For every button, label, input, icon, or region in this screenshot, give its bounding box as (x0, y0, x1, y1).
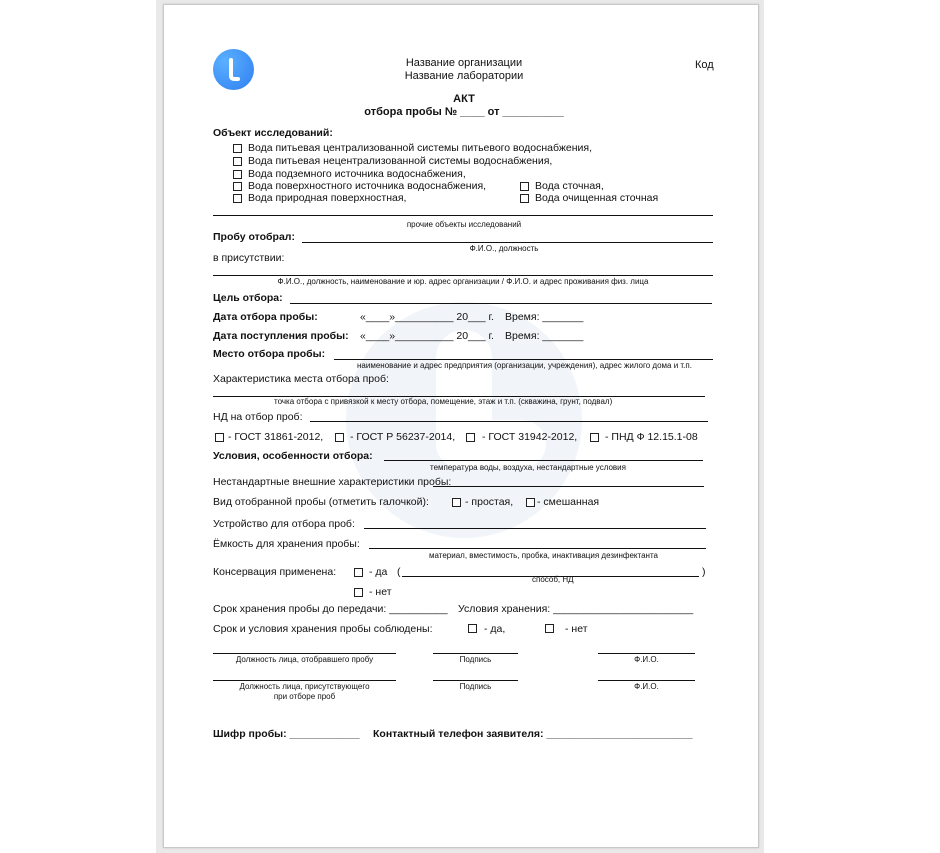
logo-l-icon (213, 49, 254, 90)
receipt-date-label: Дата поступления пробы: (213, 330, 349, 342)
object-label: Вода поверхностного источника водоснабжения, (248, 180, 487, 192)
signer-position-field[interactable] (213, 653, 396, 654)
object-checkbox[interactable] (233, 194, 242, 203)
lab-name: Название лаборатории (404, 70, 524, 82)
witness-position-field[interactable] (213, 680, 396, 681)
act-title: АКТ (453, 93, 475, 105)
sampler-label: Пробу отобрал: (213, 231, 295, 243)
act-subtitle: отбора пробы № ____ от __________ (364, 106, 564, 118)
organization-logo (213, 49, 254, 90)
container-label: Ёмкость для хранения пробы: (213, 538, 360, 550)
conservation-label: Консервация применена: (213, 566, 337, 578)
sample-type-simple-checkbox[interactable] (452, 498, 461, 507)
conditions-caption: температура воды, воздуха, нестандартные условия (430, 463, 626, 472)
storage-observed-yes-checkbox[interactable] (468, 624, 477, 633)
witness-name-field[interactable] (598, 680, 695, 681)
sample-type-label: Вид отобранной пробы (отметить галочкой): (213, 496, 429, 508)
object-checkbox[interactable] (233, 144, 242, 153)
witness-signature-caption: Подпись (459, 682, 492, 691)
place-field[interactable] (334, 359, 713, 360)
nd-checkbox[interactable] (590, 433, 599, 442)
object-label: Вода подземного источника водоснабжения, (248, 168, 466, 180)
purpose-field[interactable] (290, 303, 712, 304)
conservation-caption: способ, НД (532, 575, 574, 584)
nd-option: - ГОСТ Р 56237-2014, (350, 431, 456, 443)
sampling-date-label: Дата отбора пробы: (213, 311, 318, 323)
presence-caption: Ф.И.О., должность, наименование и юр. адрес организации / Ф.И.О. и адрес проживания физ. лица (277, 277, 649, 286)
sampling-date-field[interactable]: «____»__________ 20___ г. (360, 311, 494, 323)
object-checkbox[interactable] (233, 170, 242, 179)
conservation-open-paren: ( (397, 566, 401, 578)
nd-checkbox[interactable] (335, 433, 344, 442)
object-checkbox[interactable] (233, 182, 242, 191)
witness-signature-field[interactable] (433, 680, 518, 681)
signer-name-field[interactable] (598, 653, 695, 654)
object-label: Вода питьевая нецентрализованной системы водоснабжения, (248, 155, 553, 167)
nd-option: - ГОСТ 31861-2012, (228, 431, 324, 443)
device-field[interactable] (364, 528, 706, 529)
signer-signature-field[interactable] (433, 653, 518, 654)
org-name: Название организации (405, 57, 523, 69)
nonstandard-label: Нестандартные внешние характеристики пробы: (213, 476, 452, 488)
sampling-time-field[interactable]: Время: _______ (505, 311, 584, 323)
signer-position-caption: Должность лица, отобравшего пробу (235, 655, 374, 664)
nd-checkbox[interactable] (215, 433, 224, 442)
sample-type-simple-label: - простая, (465, 496, 514, 508)
place-characteristic-label: Характеристика места отбора проб: (213, 373, 389, 385)
nd-field[interactable] (310, 421, 708, 422)
conditions-label: Условия, особенности отбора: (213, 450, 373, 462)
storage-observed-no-label: - нет (565, 623, 588, 635)
objects-heading: Объект исследований: (213, 127, 333, 139)
sample-type-mixed-checkbox[interactable] (526, 498, 535, 507)
nd-option: - ГОСТ 31942-2012, (482, 431, 578, 443)
object-checkbox[interactable] (233, 157, 242, 166)
container-caption: материал, вместимость, пробка, инактивация дезинфектанта (429, 551, 658, 560)
conservation-yes-checkbox[interactable] (354, 568, 363, 577)
sample-type-mixed-label: - смешанная (537, 496, 600, 508)
object-label-treated: Вода очищенная сточная (535, 192, 659, 204)
sampler-caption: Ф.И.О., должность (469, 244, 539, 253)
storage-conditions-field[interactable]: Условия хранения: ________________________ (458, 603, 694, 615)
place-caption: наименование и адрес предприятия (организации, учреждения), адрес жилого дома и т.п. (357, 361, 692, 370)
presence-field[interactable] (213, 275, 713, 276)
receipt-date-field[interactable]: «____»__________ 20___ г. (360, 330, 494, 342)
nonstandard-field[interactable] (433, 486, 704, 487)
signer-signature-caption: Подпись (459, 655, 492, 664)
place-characteristic-caption: точка отбора с привязкой к месту отбора, помещение, этаж и т.п. (скважина, грунт, подвал) (274, 397, 613, 406)
witness-name-caption: Ф.И.О. (634, 682, 659, 691)
other-objects-caption: прочие объекты исследований (406, 220, 522, 229)
conditions-field[interactable] (384, 460, 703, 461)
conservation-no-label: - нет (369, 586, 392, 598)
purpose-label: Цель отбора: (213, 292, 283, 304)
document-page (163, 4, 759, 848)
container-field[interactable] (369, 548, 706, 549)
witness-position-caption-2: при отборе проб (273, 692, 336, 701)
applicant-phone-field[interactable]: Контактный телефон заявителя: _________________________ (373, 728, 693, 740)
conservation-close-paren: ) (702, 566, 706, 578)
code-label: Код (695, 59, 714, 71)
place-label: Место отбора пробы: (213, 348, 326, 360)
storage-term-field[interactable]: Срок хранения пробы до передачи: __________ (213, 603, 448, 615)
storage-observed-no-checkbox[interactable] (545, 624, 554, 633)
object-label: Вода природная поверхностная, (248, 192, 407, 204)
nd-label: НД на отбор проб: (213, 411, 303, 423)
storage-observed-yes-label: - да, (484, 623, 506, 635)
object-checkbox-wastewater[interactable] (520, 182, 529, 191)
witness-position-caption-1: Должность лица, присутствующего (239, 682, 370, 691)
storage-observed-label: Срок и условия хранения пробы соблюдены: (213, 623, 433, 635)
conservation-yes-label: - да (369, 566, 388, 578)
signer-name-caption: Ф.И.О. (634, 655, 659, 664)
receipt-time-field[interactable]: Время: _______ (505, 330, 584, 342)
sample-cipher-field[interactable]: Шифр пробы: ____________ (213, 728, 360, 740)
sampler-field[interactable] (302, 242, 713, 243)
other-objects-field[interactable] (213, 215, 713, 216)
presence-label: в присутствии: (213, 252, 285, 264)
device-label: Устройство для отбора проб: (213, 518, 355, 530)
conservation-no-checkbox[interactable] (354, 588, 363, 597)
object-label: Вода питьевая централизованной системы питьевого водоснабжения, (248, 142, 592, 154)
nd-checkbox[interactable] (466, 433, 475, 442)
object-checkbox-treated[interactable] (520, 194, 529, 203)
nd-option: - ПНД Ф 12.15.1-08 (605, 431, 698, 443)
object-label-wastewater: Вода сточная, (535, 180, 604, 192)
